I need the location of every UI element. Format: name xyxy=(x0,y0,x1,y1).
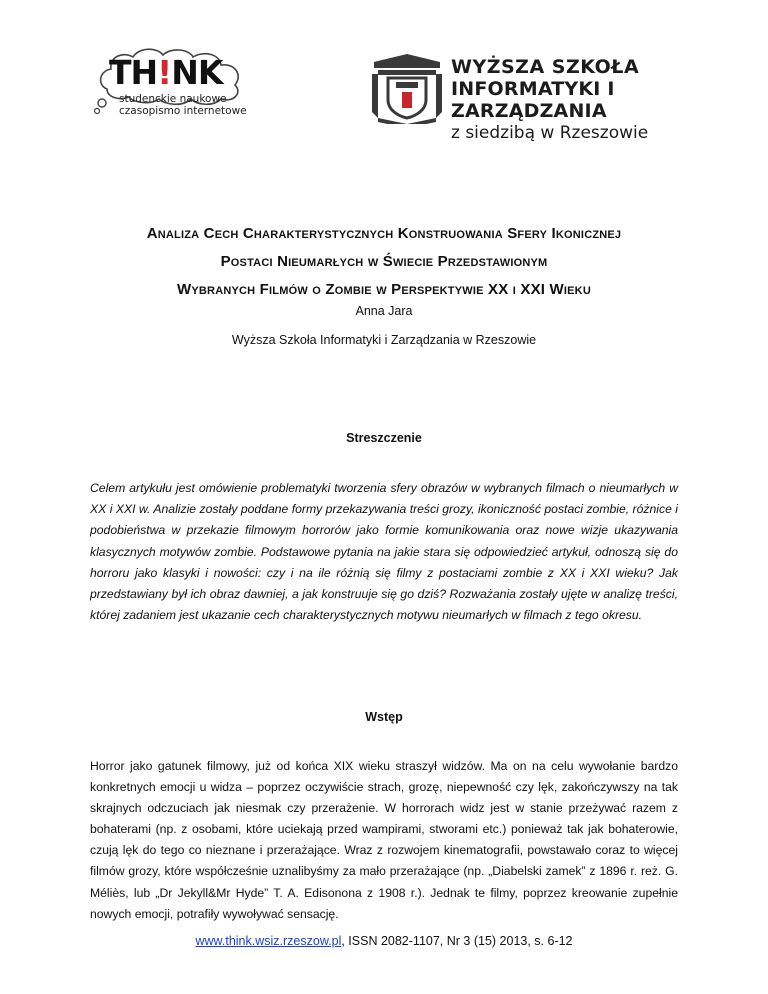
think-logo xyxy=(93,45,263,117)
abstract-heading: Streszczenie xyxy=(346,431,422,445)
paper-title-line3: Wybranych Filmów o Zombie w Perspektywie XX i XXI Wieku xyxy=(177,281,591,298)
wsiz-logo-line1: WYŻSZA SZKOŁA xyxy=(451,56,640,78)
wsiz-emblem-icon xyxy=(368,52,446,124)
paper-title xyxy=(0,220,768,304)
paper-affiliation: Wyższa Szkoła Informatyki i Zarządzania w Rzeszowie xyxy=(231,333,537,347)
journal-link[interactable]: www.think.wsiz.rzeszow.pl xyxy=(195,934,342,948)
page-footer xyxy=(0,934,768,948)
think-logo-subtitle: studenckie naukowe czasopismo internetowe xyxy=(119,93,247,117)
paper-title-line1: Analiza Cech Charakterystycznych Konstruowania Sfery Ikonicznej xyxy=(146,225,622,242)
footer-citation: , ISSN 2082-1107, Nr 3 (15) 2013, s. 6-12 xyxy=(341,934,573,948)
wsiz-logo-line2: INFORMATYKI I ZARZĄDZANIA xyxy=(451,78,615,122)
intro-heading: Wstęp xyxy=(365,710,403,724)
abstract-text: Celem artykułu jest omówienie problematyki tworzenia sfery obrazów w wybranych filmach o nieumarłych w XX i XXI w. Analizie zostały poddane formy przekazywania treści grozy, ikoniczność postaci zombie, różnice i podobieństwa w przekazie filmowym horrorów jako formie komunikowania oraz nowe wizje ukazywania klasycznych motywów zombie. Podstawowe pytania na jakie stara się odpowiedzieć artykuł, odnoszą się do horroru jako klasyki i nowości: czy i na ile różnią się filmy z postaciami zombie z XX i XXI wieku? Jak przedstawiany był ich obraz dawniej, a jak konstruuje się go dziś? Rozważania zostały ujęte w analizę treści, której zadaniem jest ukazanie cech charakterystycznych motywu nieumarłych w filmach z tego okresu. xyxy=(90,481,678,623)
wsiz-logo xyxy=(368,52,728,143)
think-logo-title: TH!NK xyxy=(109,53,223,92)
wsiz-logo-text xyxy=(451,56,728,144)
paper-title-line2: Postaci Nieumarłych w Świecie Przedstawionym xyxy=(220,253,548,270)
paper-author: Anna Jara xyxy=(355,304,413,318)
wsiz-logo-line3: z siedzibą w Rzeszowie xyxy=(451,123,649,143)
intro-text: Horror jako gatunek filmowy, już od końca XIX wieku straszył widzów. Ma on na celu wywołanie bardzo konkretnych emocji u widza – poprzez oczywiście strach, grozę, niepewność czy lęk, zakończywszy na tak skrajnych odczuciach jak niesmak czy przerażenie. W horrorach widz jest w stanie przeżywać razem z bohaterami (np. z osobami, które uciekają przed wampirami, stworami etc.) ponieważ tak jak bohaterowie, czują lęk do tego co nieznane i przerażające. Wraz z rozwojem kinematografii, powstawało coraz to więcej filmów grozy, które współcześnie uznalibyśmy za mało przerażające (np. „Diabelski zamek” z 1896 r. reż. G. Méliès, lub „Dr Jekyll&Mr Hyde” T. A. Edisonona z 1908 r.). Jednak te filmy, poprzez kreowanie zupełnie nowych emocji, potrafiły wywoływać sensację. xyxy=(90,759,678,921)
page-header xyxy=(0,40,768,143)
